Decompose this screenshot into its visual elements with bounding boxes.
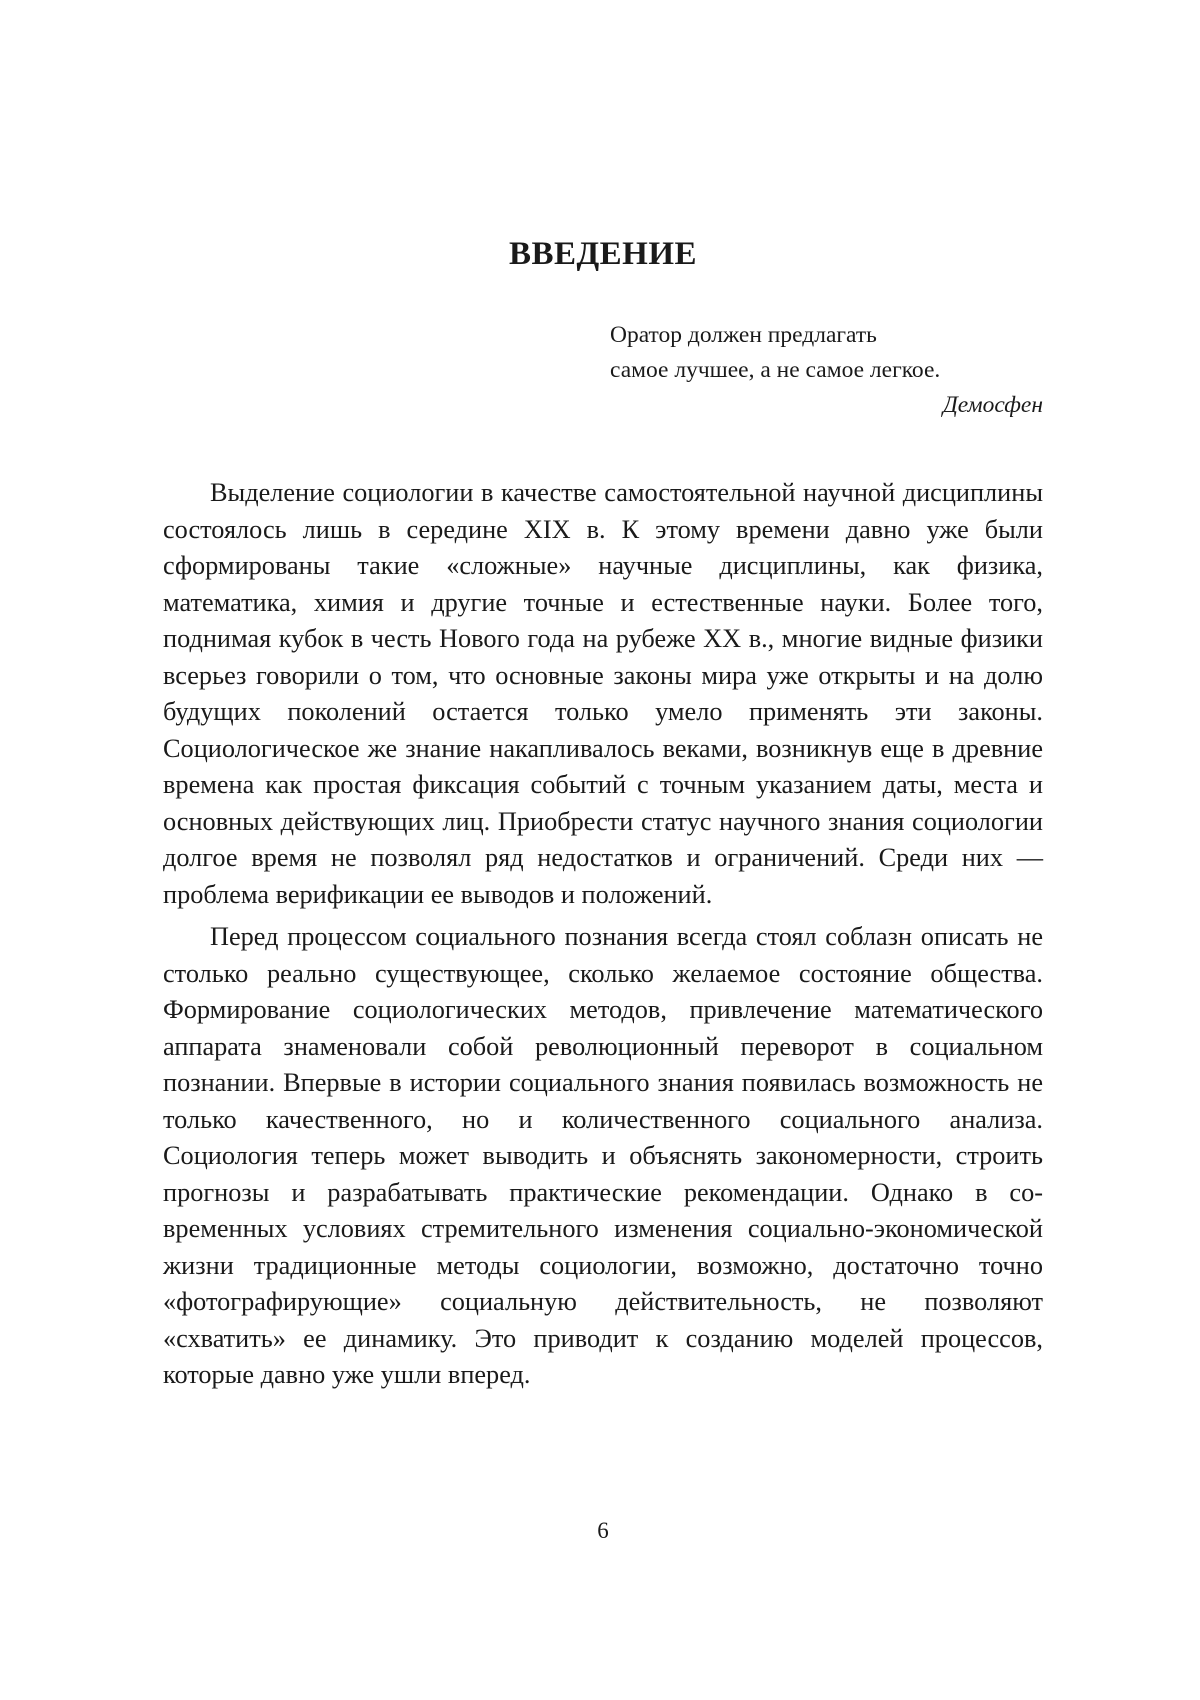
- epigraph-line-2: самое лучшее, а не самое легкое.: [610, 357, 941, 383]
- epigraph: [610, 318, 1043, 423]
- body-text: [163, 475, 1043, 1400]
- epigraph-author: Демосфен: [942, 392, 1043, 418]
- paragraph-2: Перед процессом социального познания всегда стоял соблазн описать не столько реально существующее, сколько желаемое состояние общества. Формирование социологических методов, привлечение математического аппарата знаменовали собой революционный переворот в социальном познании. Впервые в истории социального знания появилась возможность не только качественного, но и количественного социального анализа. Социология теперь может выводить и объяснять закономерности, строить прогнозы и разрабатывать практические рекомендации. Однако в современных условиях стремительного изменения социально-экономической жизни традиционные методы социологии, возможно, достаточно точно «фотографирующие» социальную действительность, не позволяют «схватить» ее динамику. Это приводит к созданию моделей процессов, которые давно уже ушли вперед.: [163, 922, 1043, 1389]
- chapter-title: ВВЕДЕНИЕ: [508, 236, 698, 272]
- paragraph-1: Выделение социологии в качестве самостоятельной научной дисциплины состоялось лишь в середине XIX в. К этому времени давно уже были сформированы такие «сложные» научные дисциплины, как физика, математика, химия и другие точные и естественные науки. Более того, поднимая кубок в честь Нового года на рубеже XX в., многие видные физики всерьез говорили о том, что основные законы мира уже открыты и на долю будущих поколений остается только умело применять эти законы. Социологическое же знание накапливалось веками, возникнув еще в древние времена как простая фиксация событий с точным указанием даты, места и основных действующих лиц. Приобрести статус научного знания социологии долгое время не позволял ряд недостатков и ограничений. Среди них — проблема верификации ее выводов и положений.: [163, 478, 1043, 909]
- page-number: 6: [597, 1518, 609, 1543]
- epigraph-line-1: Оратор должен предлагать: [610, 322, 877, 348]
- document-page: [163, 0, 1043, 1700]
